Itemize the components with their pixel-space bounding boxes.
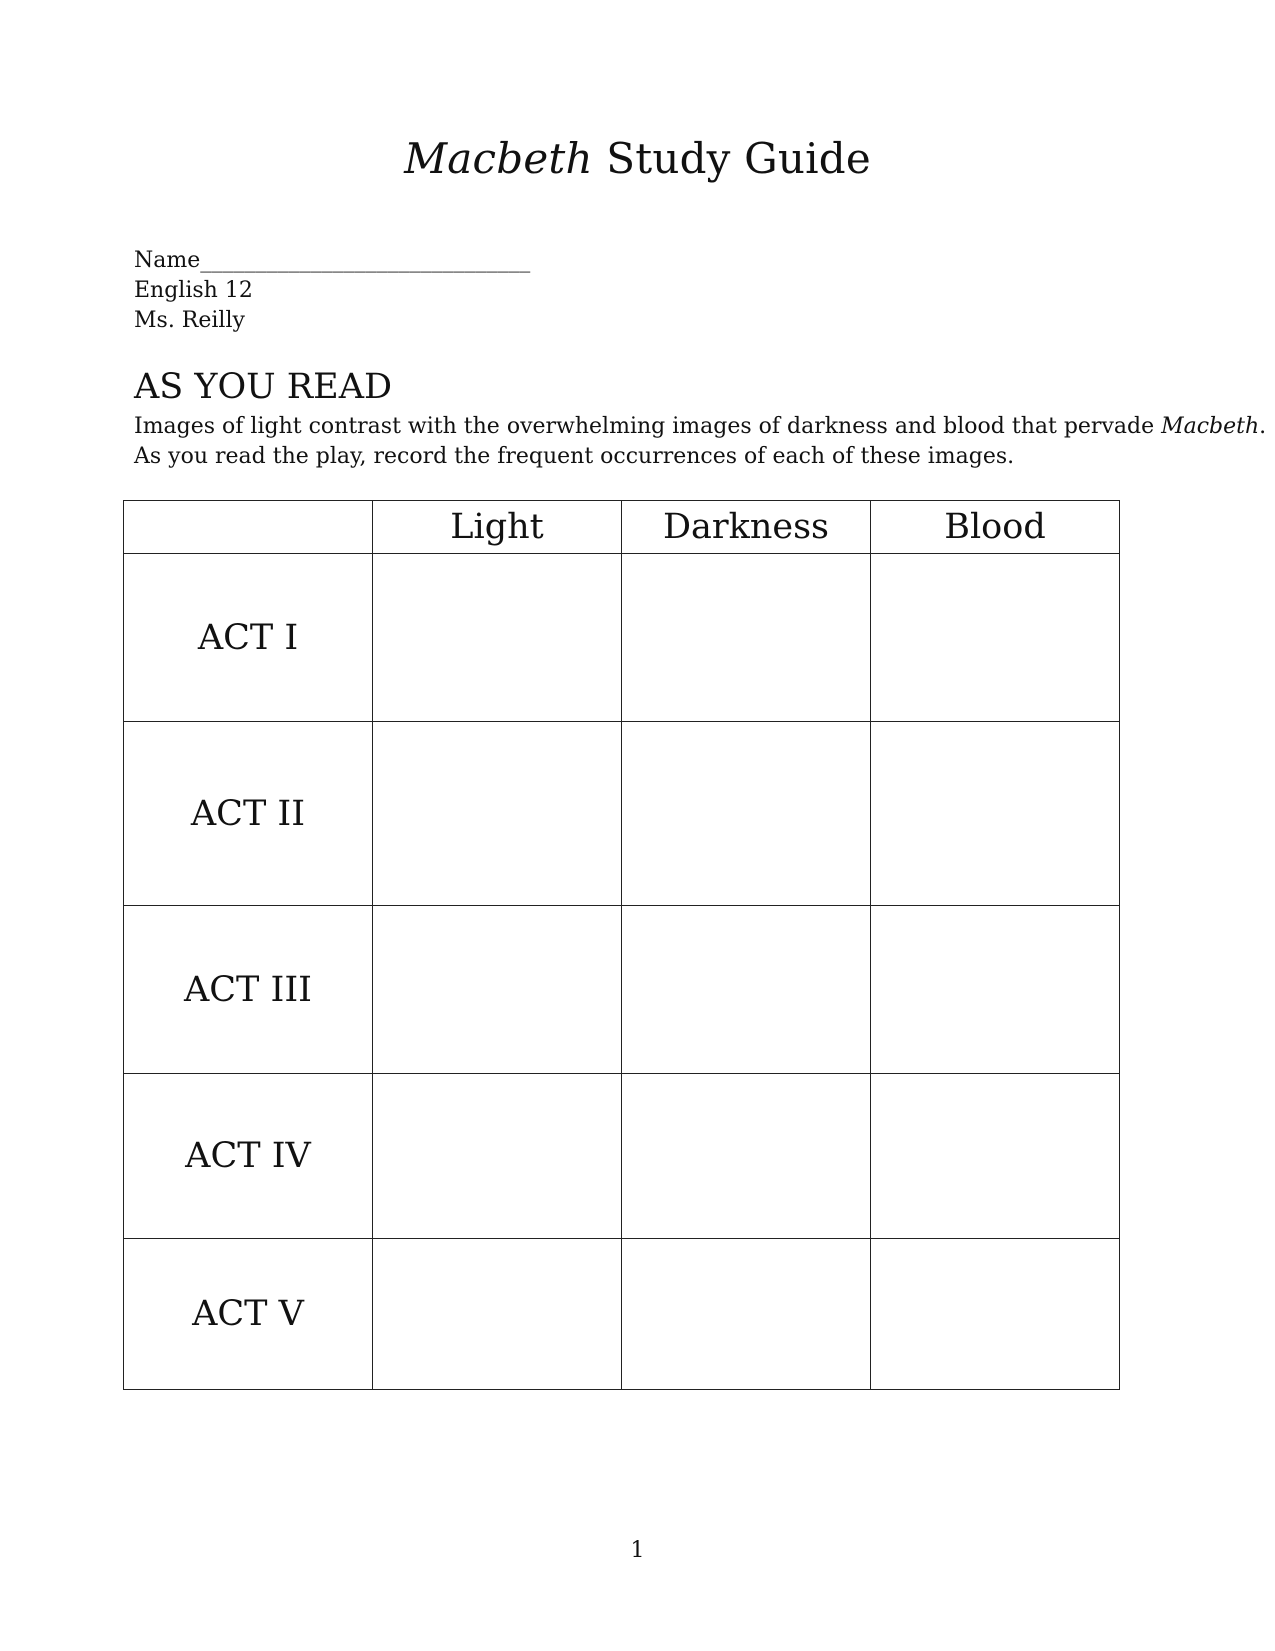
table-corner-cell [124, 501, 373, 554]
cell-act-4-light[interactable] [373, 1074, 622, 1239]
column-header-blood: Blood [871, 501, 1120, 554]
instructions-line-1-italic: Macbeth [1161, 414, 1260, 439]
row-label-act-3: ACT III [124, 906, 373, 1074]
row-label-act-5: ACT V [124, 1239, 373, 1390]
instructions-line-1-prefix: Images of light contrast with the overwhelming images of darkness and blood that pervade [134, 414, 1162, 439]
page-number: 1 [630, 1538, 645, 1563]
row-label-act-2: ACT II [124, 722, 373, 906]
table-row-act-5 [124, 1239, 1120, 1390]
cell-act-5-blood[interactable] [871, 1239, 1120, 1390]
table-row-act-1 [124, 554, 1120, 722]
table-row-act-4 [124, 1074, 1120, 1239]
cell-act-4-darkness[interactable] [622, 1074, 871, 1239]
cell-act-3-light[interactable] [373, 906, 622, 1074]
imagery-table [123, 500, 1120, 1390]
teacher-line: Ms. Reilly [134, 308, 245, 333]
instructions-line-1-suffix: . [1259, 414, 1267, 439]
student-info-block [134, 246, 530, 336]
column-header-darkness: Darkness [622, 501, 871, 554]
title-rest: Study Guide [592, 134, 871, 183]
cell-act-1-darkness[interactable] [622, 554, 871, 722]
cell-act-5-darkness[interactable] [622, 1239, 871, 1390]
page-title [0, 134, 1275, 184]
cell-act-1-light[interactable] [373, 554, 622, 722]
course-line: English 12 [134, 278, 253, 303]
cell-act-3-darkness[interactable] [622, 906, 871, 1074]
name-line[interactable]: Name______________________________ [134, 248, 531, 273]
cell-act-1-blood[interactable] [871, 554, 1120, 722]
cell-act-2-darkness[interactable] [622, 722, 871, 906]
title-italic-play-name: Macbeth [404, 134, 593, 183]
column-header-light: Light [373, 501, 622, 554]
table-header-row [124, 501, 1120, 554]
cell-act-2-blood[interactable] [871, 722, 1120, 906]
instructions-paragraph [134, 412, 1267, 472]
section-heading: AS YOU READ [134, 367, 393, 407]
table-row-act-3 [124, 906, 1120, 1074]
instructions-line-2: As you read the play, record the frequent occurrences of each of these images. [134, 444, 1015, 469]
row-label-act-1: ACT I [124, 554, 373, 722]
row-label-act-4: ACT IV [124, 1074, 373, 1239]
cell-act-4-blood[interactable] [871, 1074, 1120, 1239]
table-row-act-2 [124, 722, 1120, 906]
cell-act-3-blood[interactable] [871, 906, 1120, 1074]
cell-act-2-light[interactable] [373, 722, 622, 906]
instructions-line-1 [134, 412, 1267, 442]
cell-act-5-light[interactable] [373, 1239, 622, 1390]
